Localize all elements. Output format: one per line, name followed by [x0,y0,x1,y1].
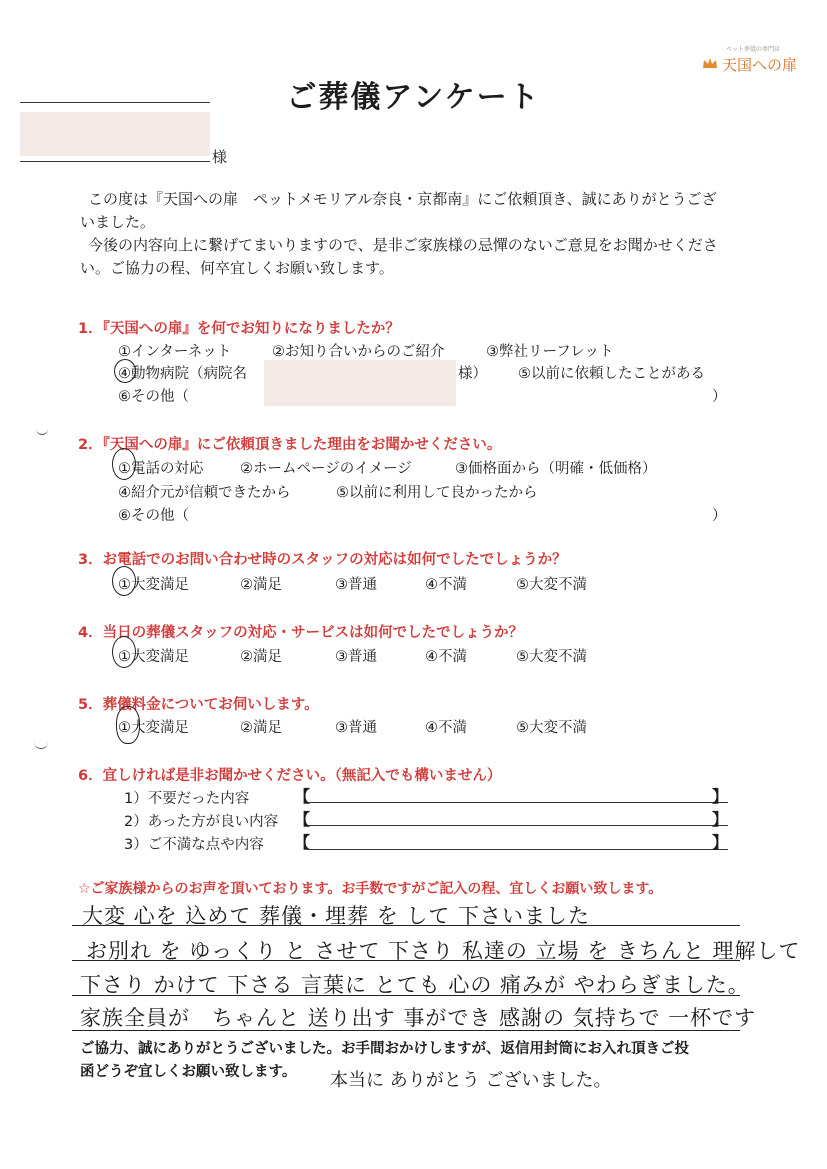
q6-item-3-close: 】 [712,833,729,852]
q5-option-3[interactable]: ③普通 [335,720,377,736]
recipient-honorific: 様 [212,148,228,166]
q5-option-1[interactable]: ①大変満足 [118,720,189,736]
q5-option-2[interactable]: ②満足 [240,720,282,736]
question-4: 4．当日の葬儀スタッフの対応・サービスは如何でしたでしょうか？ [78,625,524,641]
q1-option-3[interactable]: ③弊社リーフレット [486,344,614,360]
q1-option-5[interactable]: ⑤以前に依頼したことがある [518,366,705,382]
q6-item-2-open: 【 [294,810,311,829]
q1-option-4[interactable]: ④動物病院（病院名 [118,366,247,382]
q4-option-3[interactable]: ③普通 [335,649,377,665]
intro-line: い。ご協力の程、何卒宜しくお願い致します。 [80,259,394,277]
q1-option-2[interactable]: ②お知り合いからのご紹介 [272,344,445,360]
hand-circle-mark [114,359,136,383]
q6-item-3-open: 【 [294,833,311,852]
hand-circle-mark [112,636,136,668]
intro-line: いました。 [80,213,156,231]
q6-item-1-open: 【 [294,787,311,806]
q1-option-1[interactable]: ①インターネット [118,344,232,360]
redacted-recipient-name [20,112,210,156]
q4-option-2[interactable]: ②満足 [240,649,282,665]
handwritten-thanks: 本当に ありがとう ございました。 [330,1070,612,1091]
scan-mark [34,742,48,749]
handwritten-comment-line: お別れ を ゆっくり と させて 下さり 私達の 立場 を きちんと 理解して [86,939,801,963]
q1-other-close: ） [712,389,727,405]
q2-option-3[interactable]: ③価格面から（明確・低価格） [455,461,657,477]
q2-other-close: ） [712,508,727,524]
q6-item-2-label: 2）あった方が良い内容 [124,814,279,830]
q1-option-4-suffix: 様） [458,366,487,382]
intro-line: 今後の内容向上に繋げてまいりますので、是非ご家族様の忌憚のないご意見をお聞かせくださ [88,236,718,254]
closing-line: ご協力、誠にありがとうございました。お手間おかけしますが、返信用封筒にお入れ頂きご投 [80,1041,689,1057]
intro-paragraph [80,188,760,280]
crown-icon [702,56,718,70]
q2-option-6[interactable]: ⑥その他（ [118,508,189,524]
hand-circle-mark [112,566,136,596]
handwritten-comment-line: 家族全員が ちゃんと 送り出す 事ができ 感謝の 気持ちで 一杯です [80,1006,757,1030]
q5-option-4[interactable]: ④不満 [425,720,467,736]
q6-item-1-answer-line[interactable] [308,802,728,803]
q6-item-3-label: 3）ご不満な点や内容 [124,837,264,853]
page-title: ご葬儀アンケート [286,80,541,115]
q4-option-4[interactable]: ④不満 [425,649,467,665]
q3-option-4[interactable]: ④不満 [425,577,467,593]
q5-option-5[interactable]: ⑤大変不満 [516,720,587,736]
q6-item-2-answer-line[interactable] [308,825,728,826]
q6-item-1-close: 】 [712,787,729,806]
logo-tagline: ペット葬儀の専門店 [726,46,781,53]
q3-option-5[interactable]: ⑤大変不満 [516,577,587,593]
name-top-rule [20,102,210,103]
question-6: 6．宜しければ是非お聞かせください。（無記入でも構いません） [78,768,502,784]
q6-item-2-close: 】 [712,810,729,829]
recipient-name-line [20,161,210,162]
q4-option-5[interactable]: ⑤大変不満 [516,649,587,665]
q6-item-1-label: 1）不要だった内容 [124,791,250,807]
hand-circle-mark [116,706,140,744]
handwritten-comment-line: 下さり かけて 下さる 言葉に とても 心の 痛みが やわらぎました。 [80,973,750,997]
hand-circle-mark [112,448,136,480]
q2-option-4[interactable]: ④紹介元が信頼できたから [118,485,291,501]
q2-option-1[interactable]: ①電話の対応 [118,461,204,477]
q2-option-5[interactable]: ⑤以前に利用して良かったから [336,485,538,501]
q2-option-2[interactable]: ②ホームページのイメージ [240,461,412,477]
closing-line: 函どうぞ宜しくお願い致します。 [80,1064,297,1080]
question-5: 5．葬儀料金についてお伺いします。 [78,697,319,713]
redacted-hospital-name [264,360,456,406]
question-3: 3．お電話でのお問い合わせ時のスタッフの対応は如何でしたでしょうか？ [78,552,567,568]
q1-option-6[interactable]: ⑥その他（ [118,389,189,405]
q4-option-1[interactable]: ①大変満足 [118,649,189,665]
logo-brand: 天国への扉 [722,56,798,74]
q3-option-1[interactable]: ①大変満足 [118,577,189,593]
question-1: 1．『天国への扉』を何でお知りになりましたか？ [78,321,400,337]
q6-item-3-answer-line[interactable] [308,849,728,850]
q3-option-3[interactable]: ③普通 [335,577,377,593]
handwritten-comment-line: 大変 心を 込めて 葬儀・埋葬 を して 下さいました [82,904,591,928]
intro-line: この度は『天国への扉 ペットメモリアル奈良・京都南』にご依頼頂き、誠にありがとうござ [88,190,717,208]
voice-heading: ☆ご家族様からのお声を頂いております。お手数ですがご記入の程、宜しくお願い致します。 [78,881,663,897]
scan-mark [36,428,48,435]
q3-option-2[interactable]: ②満足 [240,577,282,593]
question-2: 2．『天国への扉』にご依頼頂きました理由をお聞かせください。 [78,437,502,453]
